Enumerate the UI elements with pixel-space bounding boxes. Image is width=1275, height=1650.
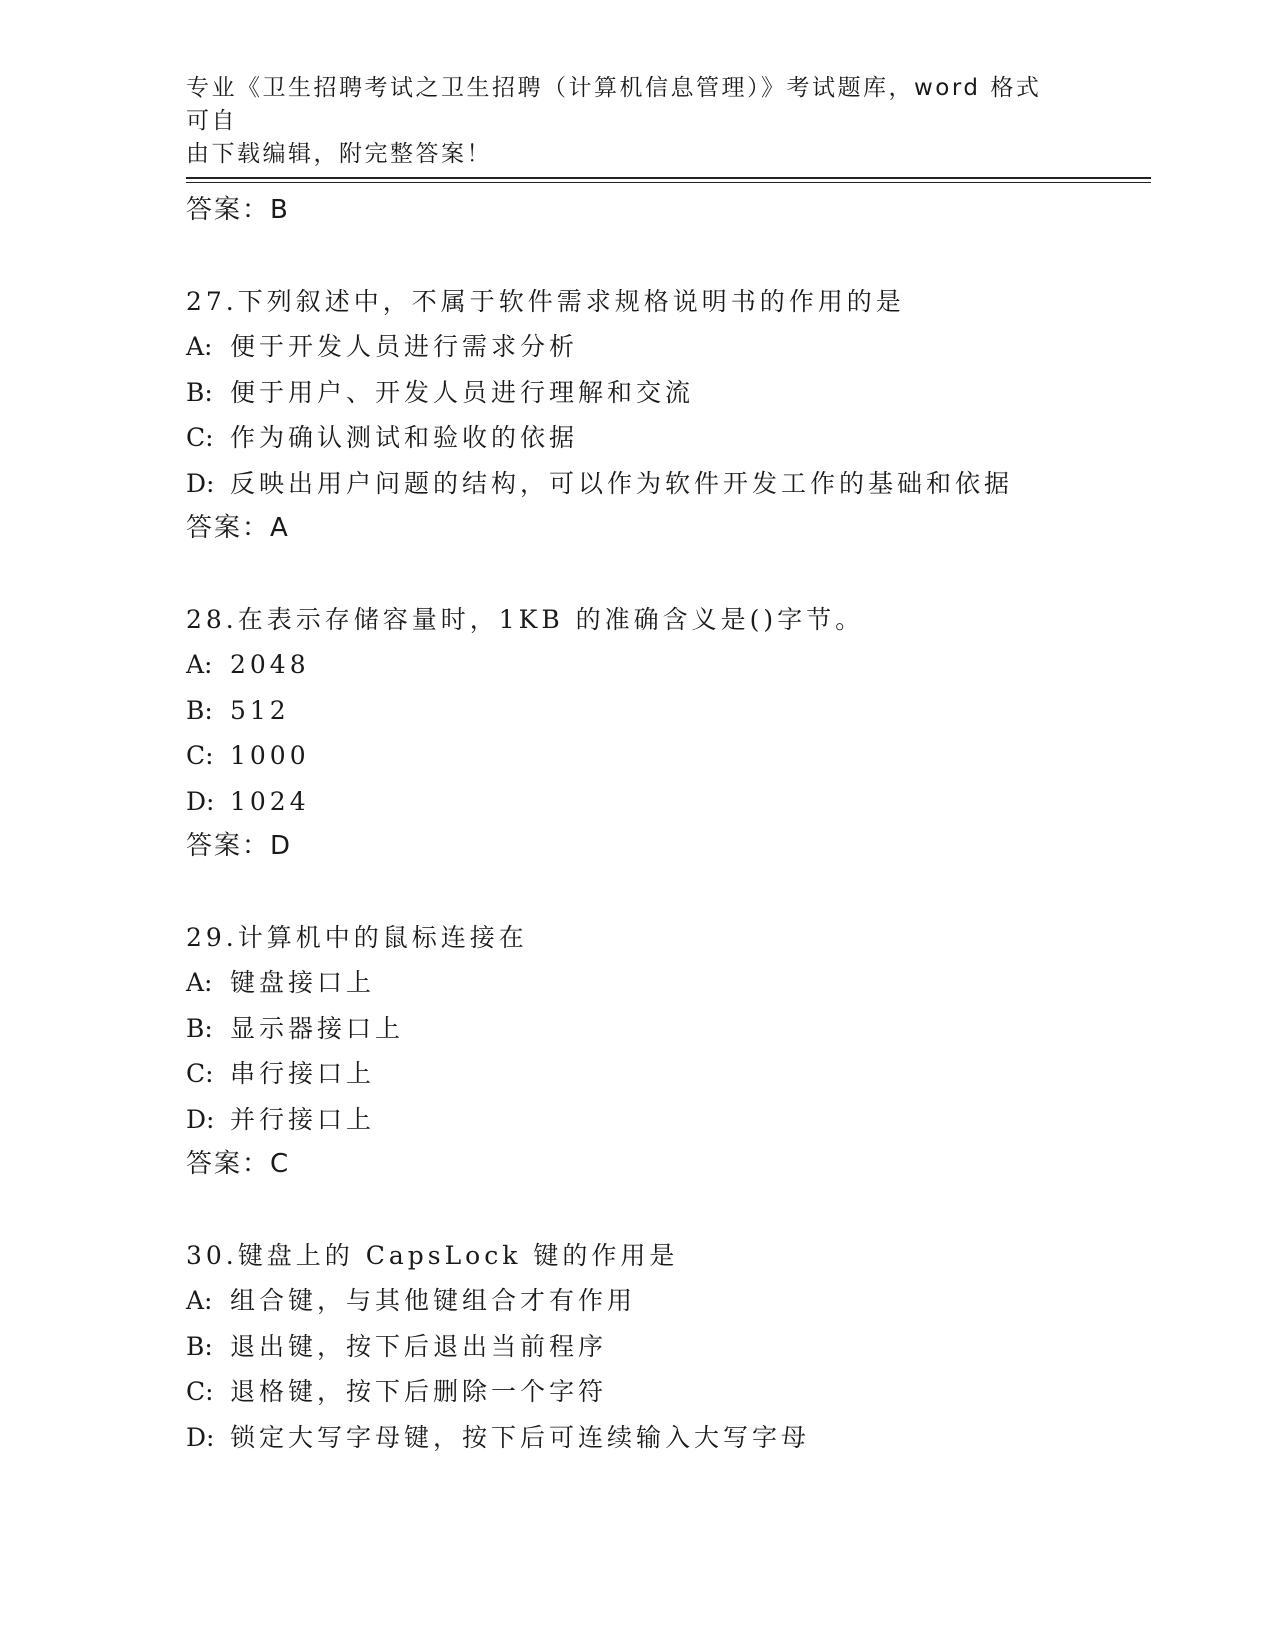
option-letter: A: [186, 968, 213, 997]
option-text: 显示器接口上 [230, 1013, 405, 1043]
option-text: 组合键，与其他键组合才有作用 [230, 1286, 637, 1315]
option-a [186, 1278, 1186, 1324]
option-letter: C: [186, 1059, 214, 1088]
spacer [186, 870, 1186, 915]
option-letter: D: [186, 1422, 215, 1452]
option-c [186, 415, 1186, 461]
option-text: 锁定大写字母键，按下后可连续输入大写字母 [230, 1422, 811, 1452]
option-a [186, 960, 1186, 1006]
option-letter: D: [186, 1104, 215, 1134]
option-letter: A: [186, 650, 213, 679]
option-b [186, 1006, 1186, 1052]
spacer [186, 234, 1186, 279]
option-b [186, 1324, 1186, 1370]
question-list [186, 188, 1186, 1460]
header-line-2: 由下载编辑，附完整答案！ [186, 141, 492, 167]
option-letter: C: [186, 741, 214, 770]
option-text: 1024 [230, 786, 310, 816]
option-text: 反映出用户问题的结构，可以作为软件开发工作的基础和依据 [230, 468, 1014, 498]
option-letter: A: [186, 332, 213, 361]
option-text: 2048 [230, 650, 310, 679]
option-text: 作为确认测试和验收的依据 [230, 423, 579, 452]
question-stem: 28.在表示存储容量时，1KB 的准确含义是()字节。 [186, 604, 865, 634]
question-29 [186, 915, 1186, 1188]
option-letter: A: [186, 1286, 213, 1315]
option-text: 1000 [230, 741, 310, 770]
option-letter: B: [186, 1331, 213, 1361]
option-b [186, 688, 1186, 734]
option-letter: D: [186, 468, 215, 498]
option-a [186, 642, 1186, 688]
answer-line: 答案：D [186, 831, 293, 861]
question-stem: 29.计算机中的鼠标连接在 [186, 922, 528, 952]
option-text: 便于开发人员进行需求分析 [230, 332, 579, 361]
header-divider-thin [186, 182, 1151, 183]
option-text: 512 [230, 695, 290, 725]
option-letter: B: [186, 1013, 213, 1043]
option-text: 键盘接口上 [230, 968, 376, 997]
option-text: 并行接口上 [230, 1104, 376, 1134]
question-28 [186, 597, 1186, 870]
option-text: 退出键，按下后退出当前程序 [230, 1331, 608, 1361]
option-d [186, 779, 1186, 825]
option-c [186, 1051, 1186, 1097]
question-30 [186, 1233, 1186, 1461]
header-line-1: 专业《卫生招聘考试之卫生招聘（计算机信息管理）》考试题库，word 格式可自 [186, 75, 1042, 134]
answer-line: 答案：C [186, 1149, 291, 1179]
question-stem: 30.键盘上的 CapsLock 键的作用是 [186, 1240, 679, 1270]
option-letter: B: [186, 695, 213, 725]
option-c [186, 733, 1186, 779]
option-text: 串行接口上 [230, 1059, 376, 1088]
option-d [186, 1097, 1186, 1143]
option-text: 退格键，按下后删除一个字符 [230, 1377, 608, 1406]
answer-line: 答案：B [186, 195, 290, 225]
spacer [186, 552, 1186, 597]
option-letter: C: [186, 1377, 214, 1406]
option-c [186, 1369, 1186, 1415]
option-a [186, 324, 1186, 370]
option-d [186, 461, 1186, 507]
header-divider [186, 177, 1151, 179]
option-letter: C: [186, 423, 214, 452]
option-b [186, 370, 1186, 416]
option-letter: B: [186, 377, 213, 407]
option-text: 便于用户、开发人员进行理解和交流 [230, 377, 695, 407]
question-27 [186, 279, 1186, 552]
answer-line: 答案：A [186, 513, 290, 543]
spacer [186, 1188, 1186, 1233]
option-d [186, 1415, 1186, 1461]
question-stem: 27.下列叙述中，不属于软件需求规格说明书的作用的是 [186, 286, 905, 316]
document-header [186, 72, 1066, 171]
option-letter: D: [186, 786, 215, 816]
